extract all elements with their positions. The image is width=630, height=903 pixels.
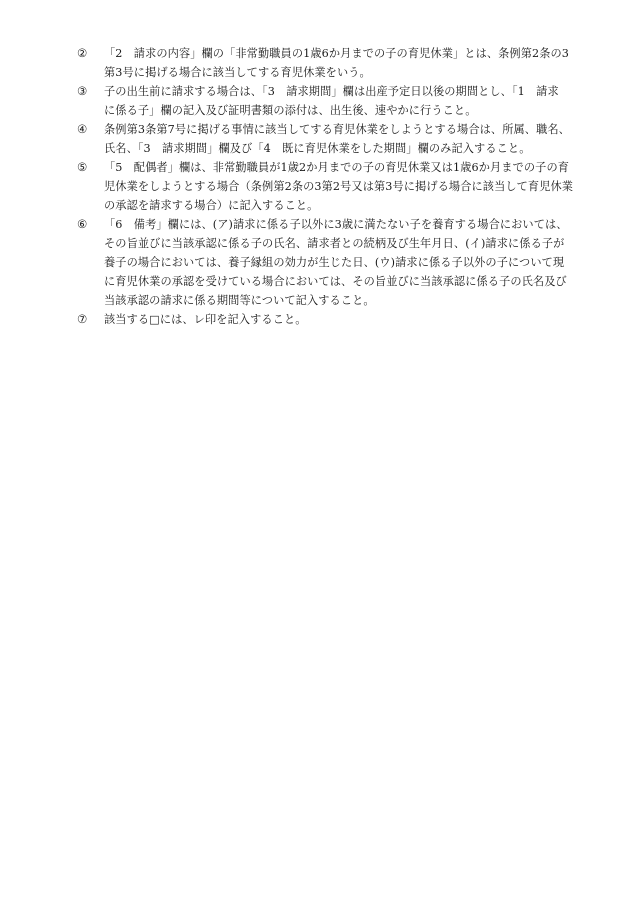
note-text-line: 養子の場合においては、養子縁組の効力が生じた日、(ウ)請求に係る子以外の子について現 bbox=[104, 256, 565, 269]
note-text-line: に係る子」欄の記入及び証明書類の添付は、出生後、速やかに行うこと。 bbox=[104, 104, 477, 117]
note-text-line: 「6 備考」欄には、(ア)請求に係る子以外に3歳に満たない子を養育する場合においては、 bbox=[104, 218, 568, 231]
note-text-line: 子の出生前に請求する場合は、「3 請求期間」欄は出産予定日以後の期間とし、「1 請求 bbox=[104, 85, 559, 98]
note-text-line: 条例第3条第7号に掲げる事情に該当してする育児休業をしようとする場合は、所属、職名、 bbox=[104, 123, 570, 136]
notes-list bbox=[77, 44, 582, 329]
note-number: ⑥ bbox=[77, 217, 88, 231]
note-number: ⑤ bbox=[77, 160, 88, 174]
note-number: ③ bbox=[77, 84, 88, 98]
note-item-6 bbox=[77, 215, 582, 310]
note-text-line: その旨並びに当該承認に係る子の氏名、請求者との続柄及び生年月日、(イ)請求に係る子が bbox=[104, 237, 565, 250]
note-text-line: 「2 請求の内容」欄の「非常勤職員の1歳6か月までの子の育児休業」とは、条例第2条の3 bbox=[104, 47, 570, 60]
note-text-line: に育児休業の承認を受けている場合においては、その旨並びに当該承認に係る子の氏名及び bbox=[104, 275, 567, 288]
note-item-2 bbox=[77, 44, 582, 82]
note-number: ② bbox=[77, 46, 88, 60]
note-number: ④ bbox=[77, 122, 88, 136]
note-text-line: 当該承認の請求に係る期間等について記入すること。 bbox=[104, 294, 375, 307]
note-text-line: 第3号に掲げる場合に該当してする育児休業をいう。 bbox=[104, 66, 371, 79]
note-text-line: 「5 配偶者」欄は、非常勤職員が1歳2か月までの子の育児休業又は1歳6か月までの子の育 bbox=[104, 161, 570, 174]
note-item-3 bbox=[77, 82, 582, 120]
note-text-line: 該当する□には、レ印を記入すること。 bbox=[104, 313, 307, 326]
note-number: ⑦ bbox=[77, 312, 88, 326]
note-text-line: の承認を請求する場合）に記入すること。 bbox=[104, 199, 319, 212]
note-item-7 bbox=[77, 310, 582, 329]
note-item-4 bbox=[77, 120, 582, 158]
note-text-line: 氏名、「3 請求期間」欄及び「4 既に育児休業をした期間」欄のみ記入すること。 bbox=[104, 142, 531, 155]
note-text-line: 児休業をしようとする場合（条例第2条の3第2号又は第3号に掲げる場合に該当して育児休業 bbox=[104, 180, 574, 193]
note-item-5 bbox=[77, 158, 582, 215]
